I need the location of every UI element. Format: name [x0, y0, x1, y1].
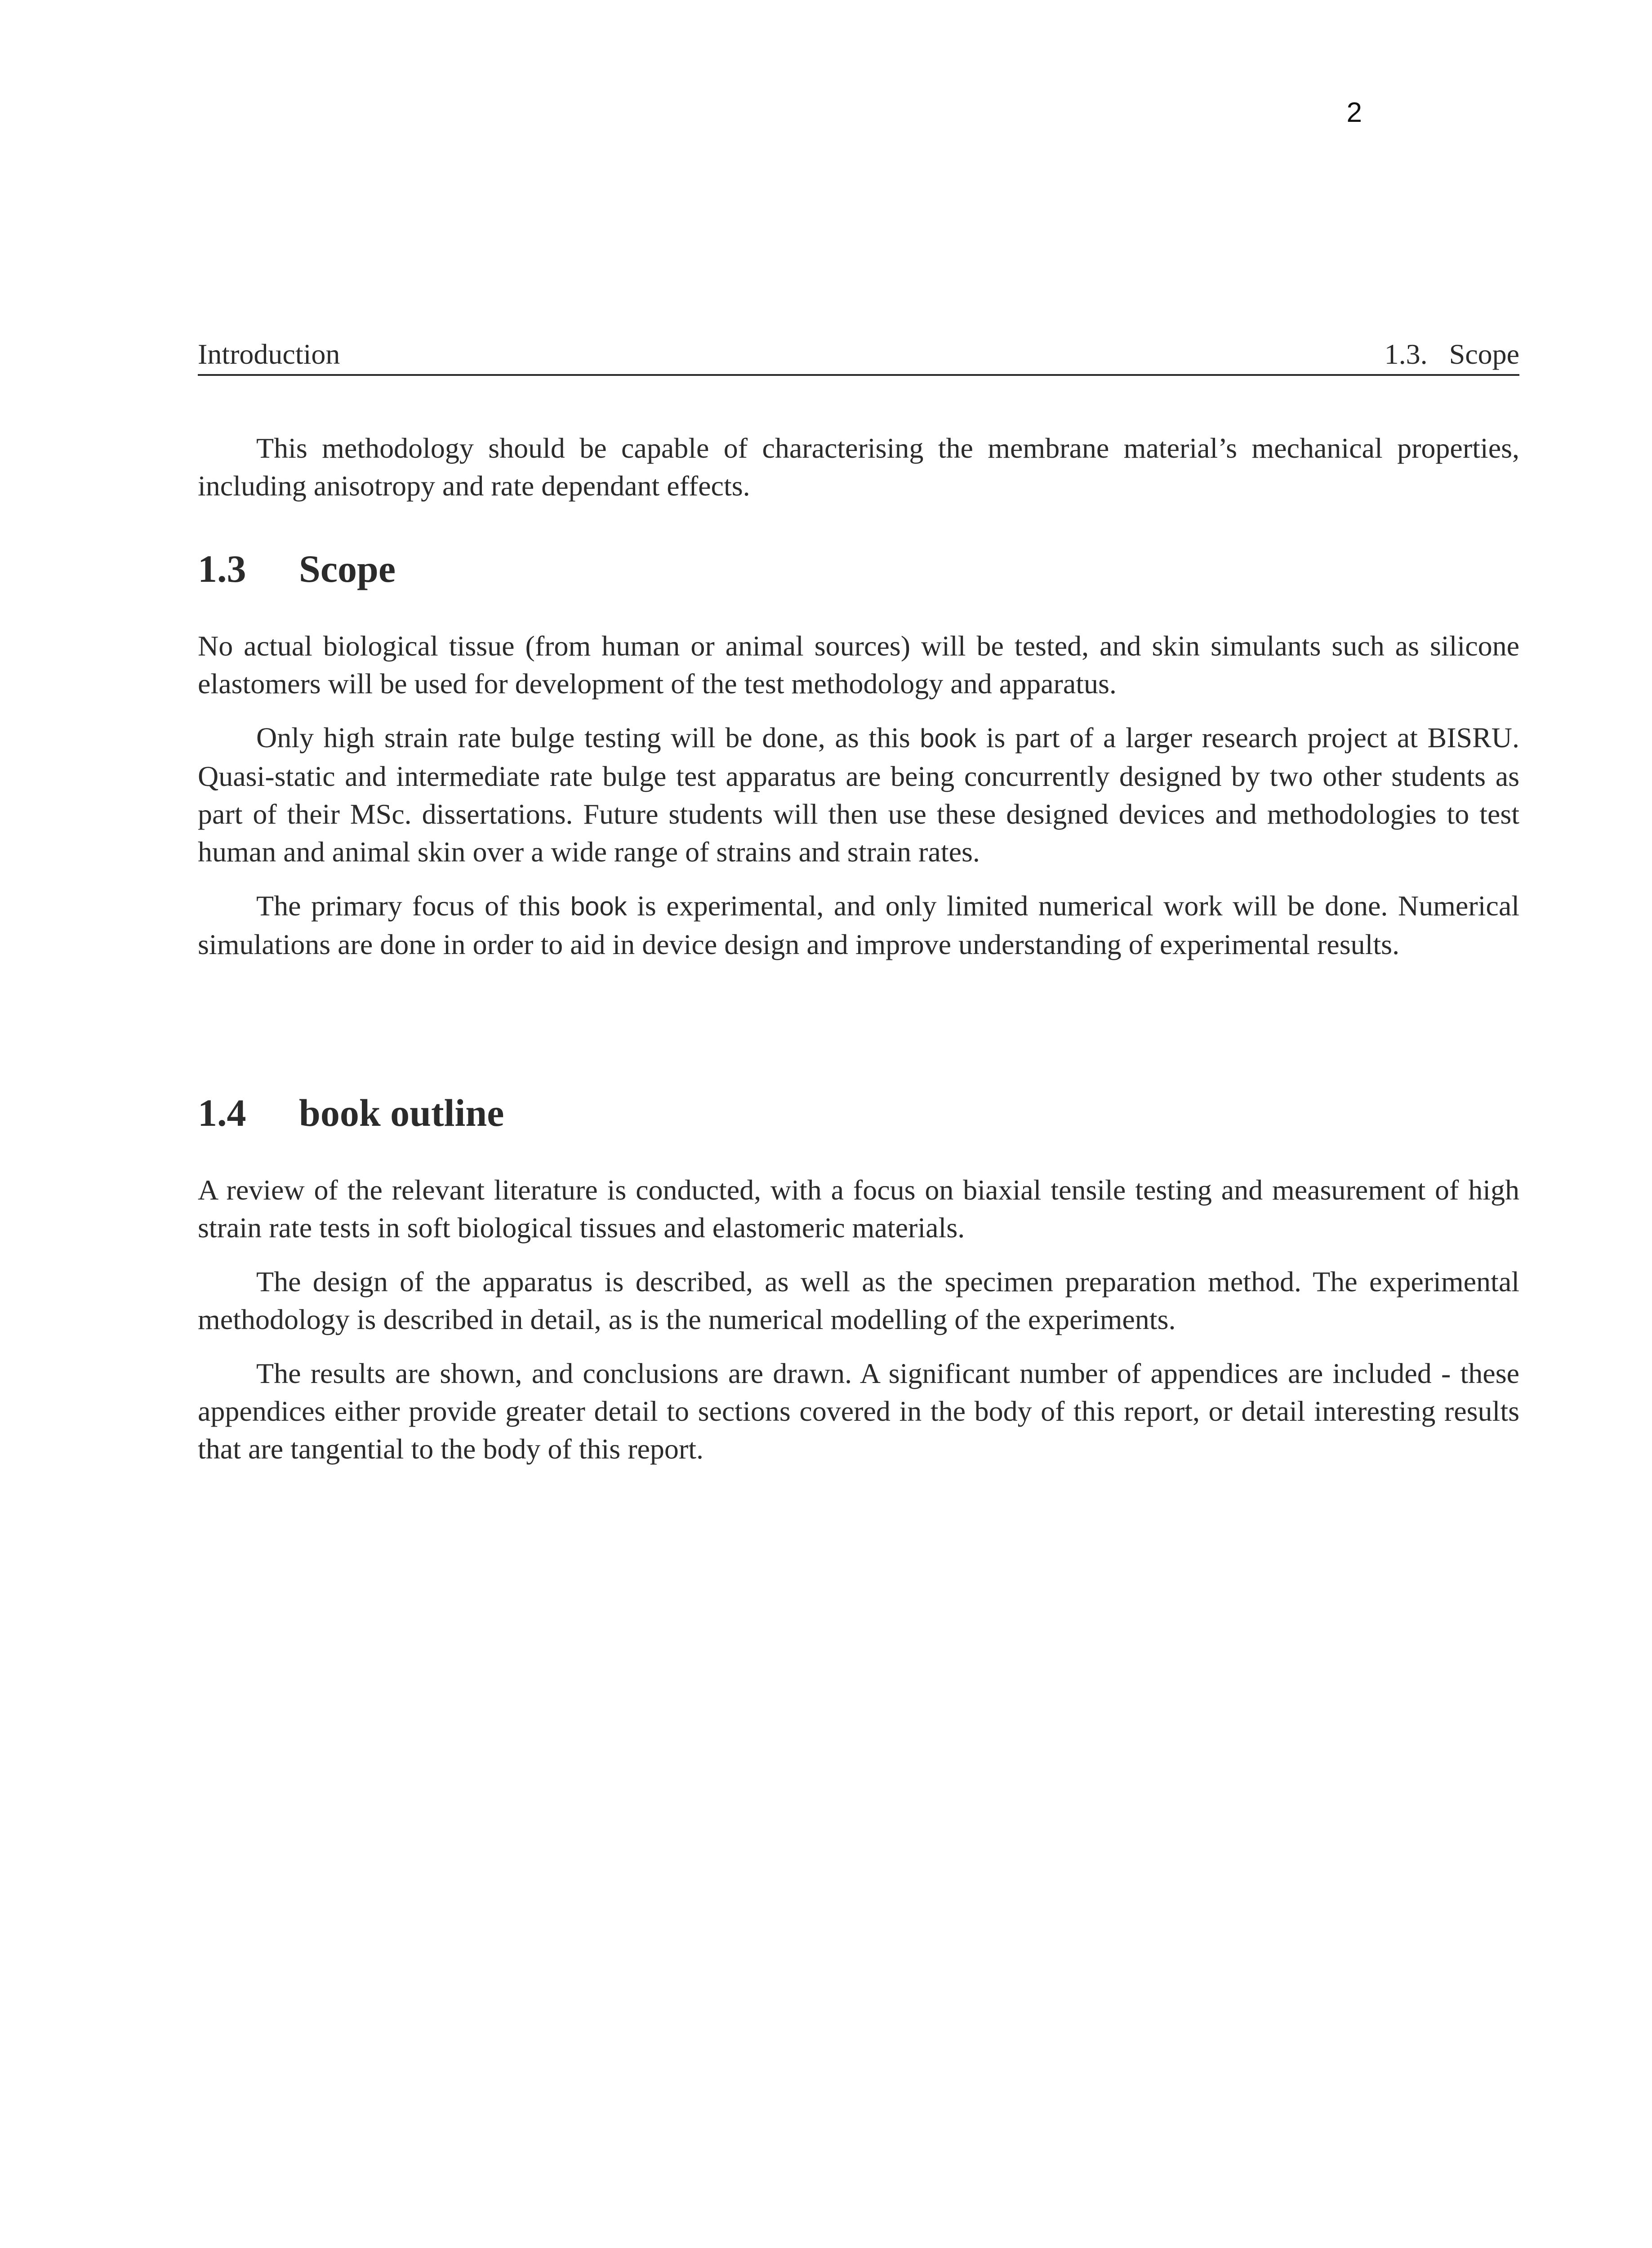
scope-p3-word: book: [570, 892, 627, 921]
outline-paragraph-2: The design of the apparatus is described, as well as the specimen preparation method. The experimental methodology is described in detail, as is the numerical modelling of the experiments.: [198, 1266, 1519, 1335]
outline-body: [198, 1171, 1519, 1468]
section-title: Scope: [299, 547, 396, 590]
outline-paragraph-1: A review of the relevant literature is conducted, with a focus on biaxial tensile testing and measurement of high strain rate tests in soft biological tissues and elastomeric materials.: [198, 1174, 1519, 1244]
scope-p2-word: book: [920, 724, 977, 753]
section-title: book outline: [299, 1091, 504, 1134]
intro-paragraph: This methodology should be capable of characterising the membrane material’s mechanical properties, including anisotropy and rate dependant effects.: [198, 432, 1519, 502]
outline-paragraph-3: The results are shown, and conclusions are drawn. A significant number of appendices are included - these appendices either provide greater detail to sections covered in the body of this report, or detail interesting results that are tangential to the body of this report.: [198, 1357, 1519, 1465]
running-header-chapter: Introduction: [198, 338, 340, 370]
intro-block: [198, 429, 1519, 505]
scope-p3-text-b: is experimental, and only limited numerical work will be done. Numerical simulations are done in order to aid in device design and improve understanding of experimental results.: [198, 890, 1520, 960]
running-header-section: 1.3. Scope: [1384, 338, 1519, 370]
section-heading-outline: [198, 1090, 504, 1135]
section-heading-scope: [198, 546, 396, 591]
scope-body: [198, 627, 1519, 963]
scope-paragraph-1: No actual biological tissue (from human or animal sources) will be tested, and skin simulants such as silicone elastomers will be used for development of the test methodology and apparatus.: [198, 630, 1519, 700]
scope-p2-text-b: is part of a larger research project at BISRU. Quasi-static and intermediate rate bulge test apparatus are being concurrently designed by two other students as part of their MSc. dissertations. Future students will then use these designed devices and methodologies to test human and animal skin over a wide range of strains and strain rates.: [198, 722, 1520, 868]
section-number: 1.3: [198, 547, 246, 590]
scope-p2-text-a: Only high strain rate bulge testing will be done, as this: [256, 722, 920, 754]
scope-paragraph-2: [198, 719, 1519, 871]
scope-p3-text-a: The primary focus of this: [256, 890, 570, 922]
running-header: [198, 336, 1519, 376]
page-number: 2: [1346, 97, 1362, 128]
scope-paragraph-3: [198, 887, 1519, 963]
section-number: 1.4: [198, 1091, 246, 1134]
